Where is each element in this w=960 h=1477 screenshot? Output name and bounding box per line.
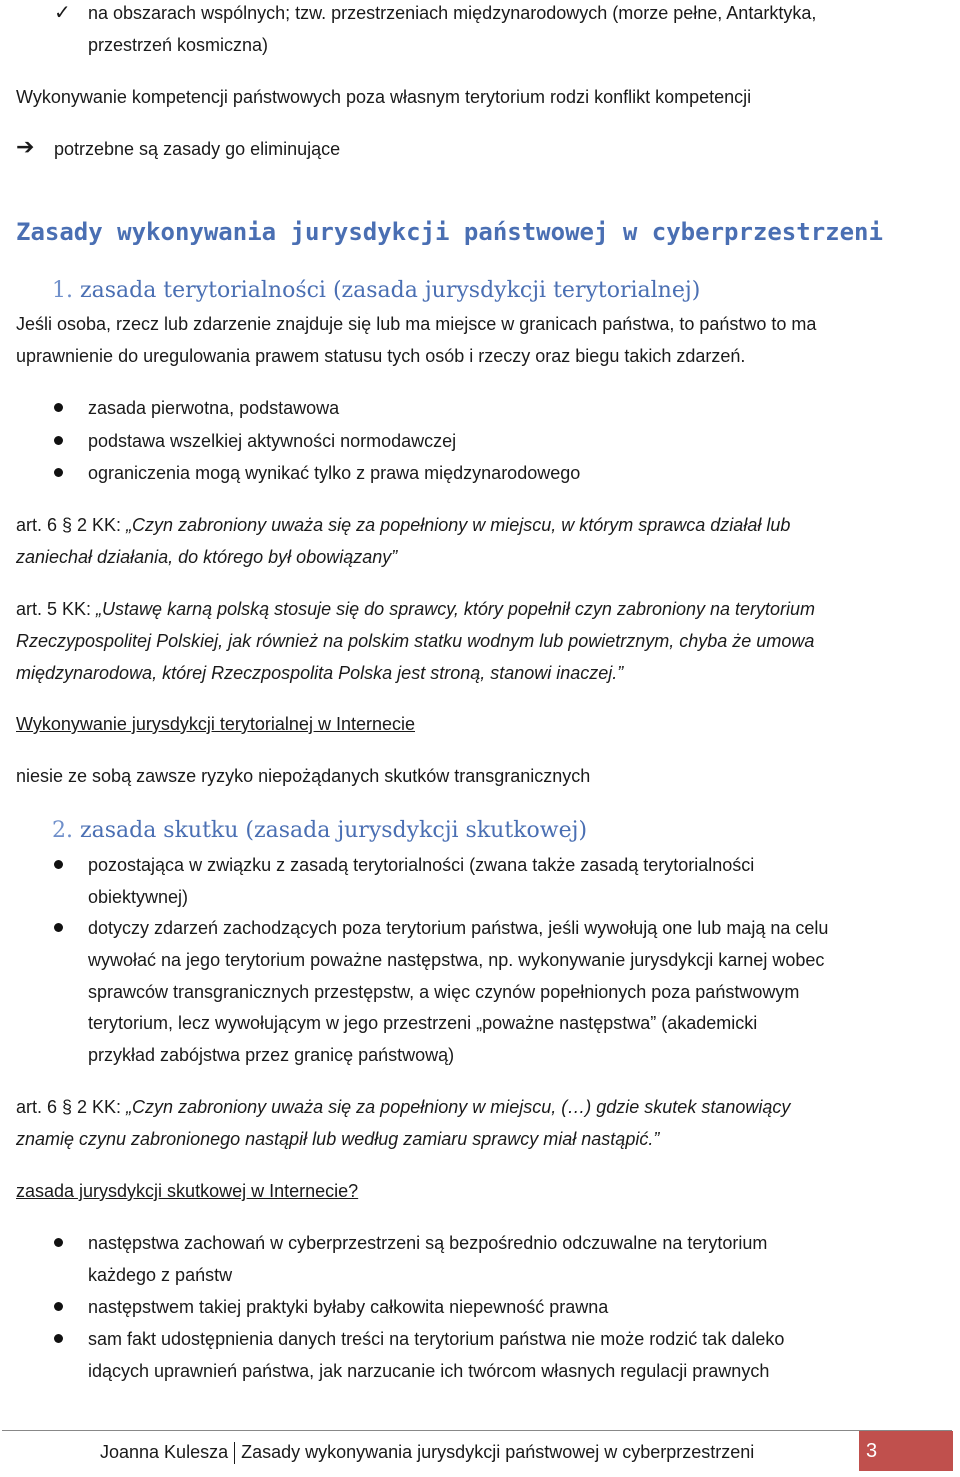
footer-author: Joanna Kulesza (100, 1442, 229, 1462)
main-heading: Zasady wykonywania jurysdykcji państwowej w cyberprzestrzeni (16, 218, 883, 246)
article-quote: międzynarodowa, której Rzeczpospolita Polska jest stroną, stanowi inaczej.” (16, 663, 624, 683)
article-quote-line (16, 662, 623, 684)
section-2-number: 2. (52, 818, 73, 843)
article-6-citation (16, 514, 790, 536)
list-item-continuation: wywołać na jego terytorium poważne następstwa, np. wykonywanie jurysdykcji karnej wobec (88, 950, 825, 970)
article-quote: „Czyn zabroniony uważa się za popełniony w miejscu, (…) gdzie skutek stanowiący (126, 1097, 791, 1117)
subheading-internet: Wykonywanie jurysdykcji terytorialnej w Internecie (16, 714, 415, 734)
article-quote-line (16, 1128, 659, 1150)
article-6-effect-citation (16, 1096, 790, 1118)
list-item: następstwa zachowań w cyberprzestrzeni są bezpośrednio odczuwalne na terytorium (88, 1233, 768, 1253)
article-quote: zaniechał działania, do którego był obowiązany” (16, 547, 398, 567)
section-1-title: zasada terytorialności (zasada jurysdykcji terytorialnej) (80, 278, 701, 303)
article-quote: Rzeczypospolitej Polskiej, jak również na polskim statku wodnym lub powietrznym, chyba że umowa (16, 631, 815, 651)
article-quote-line (16, 630, 814, 652)
article-quote: „Ustawę karną polską stosuje się do sprawcy, który popełnił czyn zabroniony na terytorium (96, 599, 816, 619)
bullet-icon (54, 403, 63, 412)
list-item-continuation: obiektywnej) (88, 887, 189, 907)
section-2-heading (52, 817, 587, 845)
list-item: zasada pierwotna, podstawowa (88, 398, 340, 418)
footer-separator (234, 1442, 235, 1464)
conflict-text: Wykonywanie kompetencji państwowych poza własnym terytorium rodzi konflikt kompetencji (16, 87, 752, 107)
bullet-icon (54, 1334, 63, 1343)
list-item: sam fakt udostępnienia danych treści na terytorium państwa nie może rodzić tak daleko (88, 1329, 785, 1349)
article-prefix: art. 6 § 2 KK: (16, 1097, 127, 1117)
list-item-continuation: terytorium, lecz wywołującym w jego przestrzeni „poważne następstwa” (akademicki (88, 1013, 758, 1033)
article-prefix: art. 6 § 2 KK: (16, 515, 127, 535)
section-1-heading (52, 277, 700, 305)
footer (100, 1440, 754, 1464)
article-quote: „Czyn zabroniony uważa się za popełniony w miejscu, w którym sprawca działał lub (126, 515, 791, 535)
section-1-number: 1. (52, 278, 73, 303)
list-item: pozostająca w związku z zasadą terytorialności (zwana także zasadą terytorialności (88, 855, 755, 875)
article-quote-line (16, 546, 397, 568)
footer-divider (2, 1430, 952, 1431)
article-quote: znamię czynu zabronionego nastąpił lub według zamiaru sprawcy miał nastąpić.” (16, 1129, 660, 1149)
list-item-continuation: idących uprawnień państwa, jak narzucanie ich twórcom własnych regulacji prawnych (88, 1361, 770, 1381)
list-item: dotyczy zdarzeń zachodzących poza terytorium państwa, jeśli wywołują one lub mają na celu (88, 918, 829, 938)
check-item-line: na obszarach wspólnych; tzw. przestrzeniach międzynarodowych (morze pełne, Antarktyka, (88, 3, 817, 23)
article-prefix: art. 5 KK: (16, 599, 97, 619)
bullet-icon (54, 1302, 63, 1311)
list-item: ograniczenia mogą wynikać tylko z prawa międzynarodowego (88, 463, 581, 483)
bullet-icon (54, 468, 63, 477)
section-2-title: zasada skutku (zasada jurysdykcji skutkowej) (80, 818, 588, 843)
bullet-icon (54, 860, 63, 869)
list-item-continuation: przykład zabójstwa przez granicę państwową) (88, 1045, 455, 1065)
page-number: 3 (866, 1440, 878, 1462)
bullet-icon (54, 1238, 63, 1247)
check-item-line: przestrzeń kosmiczna) (88, 35, 269, 55)
paragraph-line: uprawnienie do uregulowania prawem statusu tych osób i rzeczy oraz biegu takich zdarzeń. (16, 346, 746, 366)
list-item: następstwem takiej praktyki byłaby całkowita niepewność prawna (88, 1297, 609, 1317)
checkmark-icon: ✓ (54, 2, 71, 24)
bullet-icon (54, 436, 63, 445)
article-5-citation (16, 598, 815, 620)
arrow-text: potrzebne są zasady go eliminujące (54, 139, 341, 159)
paragraph-line: niesie ze sobą zawsze ryzyko niepożądanych skutków transgranicznych (16, 766, 591, 786)
bullet-icon (54, 923, 63, 932)
arrow-right-icon: ➔ (16, 134, 35, 159)
list-item: podstawa wszelkiej aktywności normodawczej (88, 431, 457, 451)
paragraph-line: Jeśli osoba, rzecz lub zdarzenie znajduje się lub ma miejsce w granicach państwa, to państwo to ma (16, 314, 817, 334)
list-item-continuation: każdego z państw (88, 1265, 233, 1285)
subheading-effect-internet: zasada jurysdykcji skutkowej w Internecie? (16, 1181, 359, 1201)
list-item-continuation: sprawców transgranicznych przestępstw, a więc czynów popełnionych poza państwowym (88, 982, 800, 1002)
footer-title: Zasady wykonywania jurysdykcji państwowej w cyberprzestrzeni (241, 1442, 755, 1462)
